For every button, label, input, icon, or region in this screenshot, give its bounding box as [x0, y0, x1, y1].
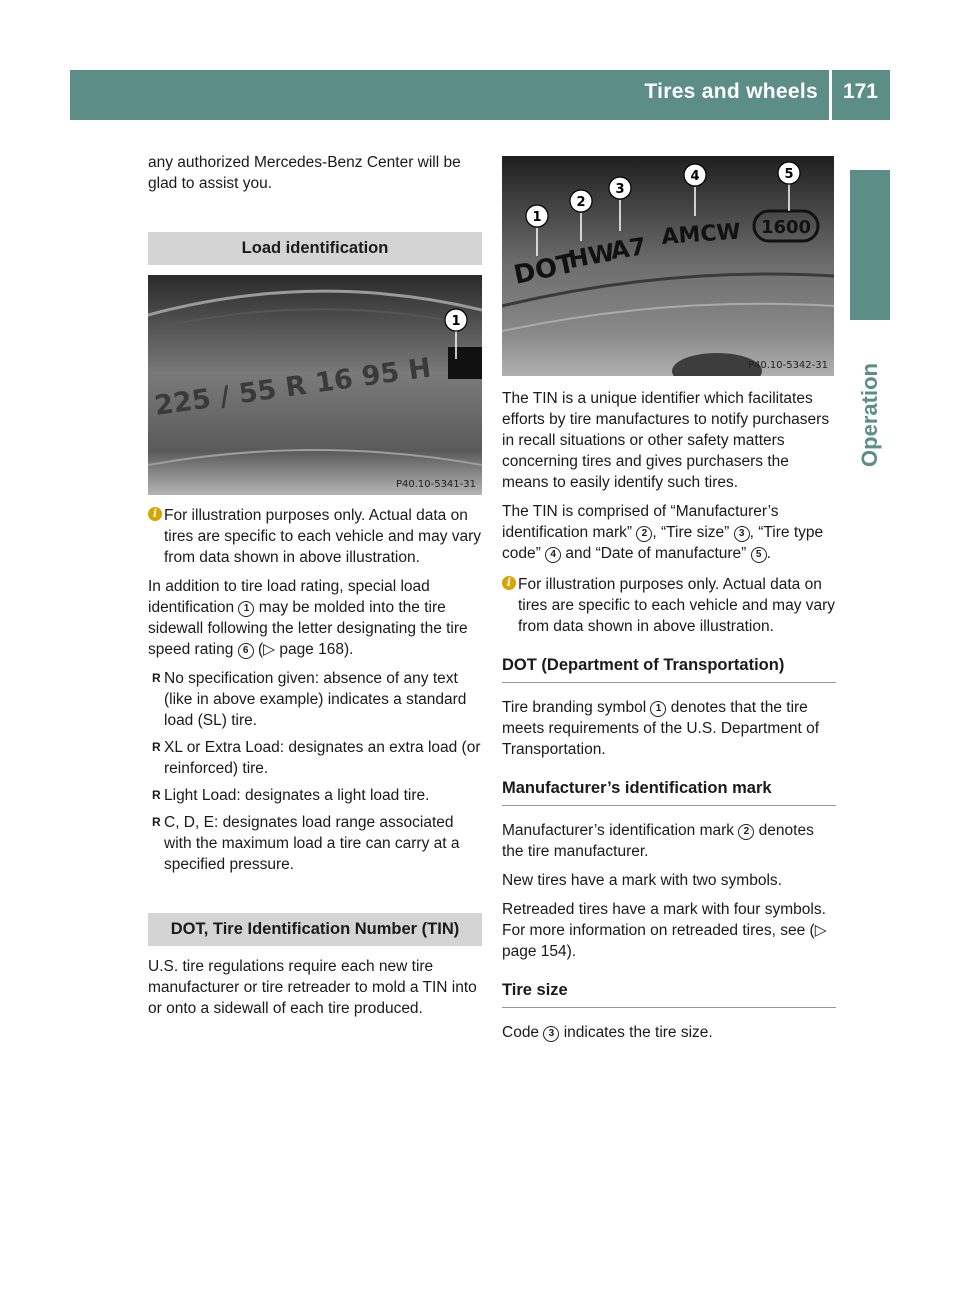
callout-6-ref: 6: [238, 643, 254, 659]
header-bar: [70, 70, 890, 120]
manufacturer-mark-heading: Manufacturer’s identification mark: [502, 778, 836, 806]
figure-code: P40.10-5341-31: [395, 479, 476, 490]
callout-1-number: 1: [532, 210, 542, 225]
side-tab: [850, 170, 890, 320]
tire-text-hw: HW: [566, 238, 617, 274]
tire-dot-photo: [502, 156, 834, 376]
tin-paragraph-1: The TIN is a unique identifier which facilitates efforts by tire manufactures to notify purchasers in recall situations or other safety matters concerning tires and gives purchasers the means to easily identify such tires.: [502, 390, 830, 491]
tire-text-dot: DOT: [511, 248, 578, 291]
callout-1-ref: 1: [650, 701, 666, 717]
intro-text: any authorized Mercedes-Benz Center will be glad to assist you.: [148, 154, 461, 192]
tin-paragraph-2: [502, 501, 836, 564]
tire-size-paragraph: [502, 1022, 836, 1043]
callout-3-ref: 3: [543, 1026, 559, 1042]
manufacturer-paragraph-2: New tires have a mark with two symbols.: [502, 872, 782, 889]
tire-text-a7: A7: [608, 232, 648, 265]
page-ref-link[interactable]: (▷ page 168).: [257, 641, 354, 658]
callout-5-number: 5: [784, 167, 794, 182]
info-note: [502, 574, 836, 637]
tire-text-amcw: AMCW: [660, 219, 742, 250]
info-note: [148, 505, 482, 568]
dot-tin-heading: DOT, Tire Identification Number (TIN): [148, 913, 482, 946]
tin-text: and “Date of manufacture”: [565, 545, 747, 562]
bullet-item: R No specification given: absence of any text (like in above example) indicates a standard load (SL) tire.: [148, 668, 482, 731]
tire-size-text: 225 / 55 R 16 95 H: [152, 352, 433, 422]
callout-3-ref: 3: [734, 526, 750, 542]
side-tab-label: Operation: [857, 363, 882, 467]
dot-heading: DOT (Department of Transportation): [502, 655, 836, 683]
callout-3-number: 3: [615, 182, 625, 197]
info-note-text: For illustration purposes only. Actual data on tires are specific to each vehicle and may vary from data shown in above illustration.: [164, 507, 482, 566]
callout-2-ref: 2: [738, 824, 754, 840]
side-tab-label-box: [848, 340, 892, 490]
load-identification-heading: Load identification: [148, 232, 482, 265]
bullet-item: R XL or Extra Load: designates an extra load (or reinforced) tire.: [148, 737, 482, 779]
info-note-text: For illustration purposes only. Actual data on tires are specific to each vehicle and may vary from data shown in above illustration.: [518, 576, 836, 635]
tin-text: , “Tire size”: [652, 524, 730, 541]
dot-text: Tire branding symbol: [502, 699, 647, 716]
info-icon: i: [502, 576, 516, 590]
dot-paragraph: [502, 697, 836, 760]
figure-code: P40.10-5342-31: [747, 360, 828, 371]
info-icon: i: [148, 507, 162, 521]
manufacturer-paragraph-1: [502, 820, 836, 862]
callout-1-ref: 1: [238, 601, 254, 617]
bullet-item: R C, D, E: designates load range associated with the maximum load a tire can carry at a specified pressure.: [148, 812, 482, 875]
size-text: indicates the tire size.: [563, 1024, 713, 1041]
load-paragraph: [148, 576, 482, 660]
dot-text: denotes that the tire meets requirements of the U.S. Department of Transportation.: [502, 699, 820, 758]
callout-2-ref: 2: [636, 526, 652, 542]
tin-text: .: [766, 545, 771, 562]
load-paragraph-text: In addition to tire load rating, special load identification: [148, 578, 430, 616]
callout-4-number: 4: [690, 169, 700, 184]
right-column: [502, 388, 836, 1051]
manufacturer-paragraph-3: Retreaded tires have a mark with four symbols. For more information on retreaded tires, see (▷ page 154).: [502, 901, 827, 960]
dot-tin-paragraph: U.S. tire regulations require each new tire manufacturer or tire retreader to mold a TIN into or onto a sidewall of each tire produced.: [148, 958, 477, 1017]
manufacturer-text: Manufacturer’s identification mark: [502, 822, 735, 839]
callout-1-number: 1: [451, 314, 461, 329]
callout-5-ref: 5: [751, 547, 767, 563]
page-number: 171: [842, 80, 878, 103]
tire-text-1600: 1600: [760, 217, 812, 238]
tin-text: , “Tire type code”: [502, 524, 824, 562]
manufacturer-text: denotes the tire manufacturer.: [502, 822, 814, 860]
section-title: Tires and wheels: [644, 80, 818, 103]
tire-size-heading: Tire size: [502, 980, 836, 1008]
bullet-item: R Light Load: designates a light load tire.: [148, 785, 482, 806]
size-text: Code: [502, 1024, 540, 1041]
header-divider: [829, 70, 832, 120]
tire-load-illustration: [148, 275, 482, 495]
callout-4-ref: 4: [545, 547, 561, 563]
left-column: [148, 152, 482, 1027]
tire-dot-illustration: [502, 156, 834, 376]
tin-text: The TIN is comprised of “Manufacturer’s identification mark”: [502, 503, 779, 541]
tire-load-photo: [148, 275, 482, 495]
callout-2-number: 2: [576, 195, 586, 210]
load-paragraph-text-2: may be molded into the tire sidewall following the letter designating the tire speed rating: [148, 599, 468, 658]
